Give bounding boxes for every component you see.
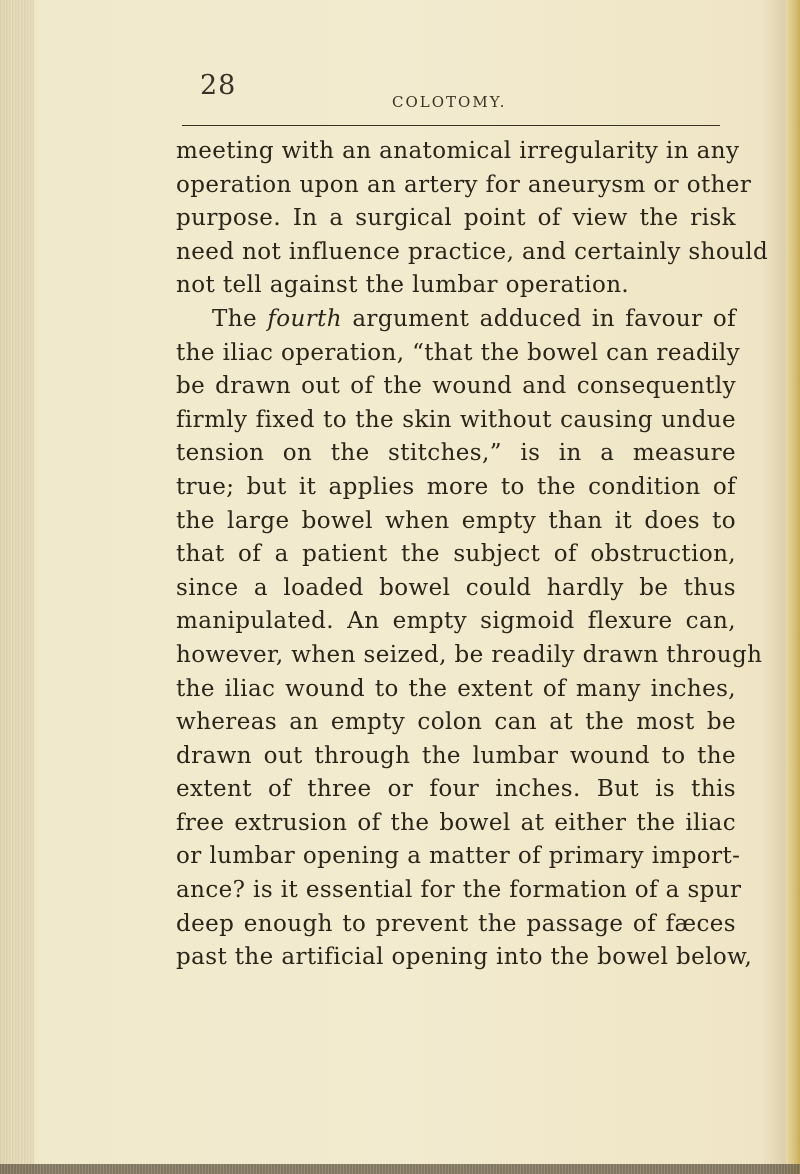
text-line: tension on the stitches,” is in a measure bbox=[176, 440, 736, 467]
paragraph-start-line bbox=[176, 303, 736, 337]
body-text bbox=[176, 135, 769, 975]
text-line-rest: argument adduced in favour of bbox=[352, 305, 737, 332]
header-rule bbox=[182, 125, 720, 126]
text-line: extent of three or four inches. But is this bbox=[176, 776, 736, 803]
text-line: purpose. In a surgical point of view the risk bbox=[176, 205, 736, 232]
running-head: COLOTOMY. bbox=[392, 93, 507, 111]
text-line: meeting with an anatomical irregularity in any bbox=[176, 138, 740, 164]
text-line: be drawn out of the wound and consequently bbox=[176, 373, 736, 400]
text-line: the large bowel when empty than it does to bbox=[176, 507, 736, 534]
text-line: deep enough to prevent the passage of fæces bbox=[176, 910, 736, 937]
text-line: since a loaded bowel could hardly be thus bbox=[176, 574, 736, 601]
text-line: free extrusion of the bowel at either the iliac bbox=[176, 809, 736, 836]
text-line: however, when seized, be readily drawn through bbox=[176, 641, 763, 668]
text-line: true; but it applies more to the condition of bbox=[176, 473, 736, 500]
text-line: past the artificial opening into the bowel below, bbox=[176, 944, 753, 971]
italic-word: fourth bbox=[267, 305, 342, 332]
text-line: or lumbar opening a matter of primary import- bbox=[176, 843, 741, 870]
page-edge-right bbox=[786, 0, 800, 1174]
text-line: drawn out through the lumbar wound to the bbox=[176, 742, 736, 769]
page-edge-bottom bbox=[0, 1164, 800, 1174]
text-line: whereas an empty colon can at the most be bbox=[176, 709, 736, 736]
text-line: ance? is it essential for the formation of a spur bbox=[176, 877, 742, 904]
text-line: need not influence practice, and certainly should bbox=[176, 238, 769, 265]
text-line: manipulated. An empty sigmoid flexure can, bbox=[176, 608, 736, 635]
paragraph-lead: The bbox=[212, 305, 257, 332]
page-number: 28 bbox=[200, 70, 237, 101]
text-line: firmly fixed to the skin without causing undue bbox=[176, 406, 736, 433]
text-line: not tell against the lumbar operation. bbox=[176, 272, 630, 299]
page-gutter bbox=[0, 0, 34, 1174]
text-line: operation upon an artery for aneurysm or other bbox=[176, 171, 752, 198]
text-line: that of a patient the subject of obstruction, bbox=[176, 541, 736, 568]
text-line: the iliac wound to the extent of many inches, bbox=[176, 675, 736, 702]
text-line: the iliac operation, “that the bowel can readily bbox=[176, 339, 740, 366]
